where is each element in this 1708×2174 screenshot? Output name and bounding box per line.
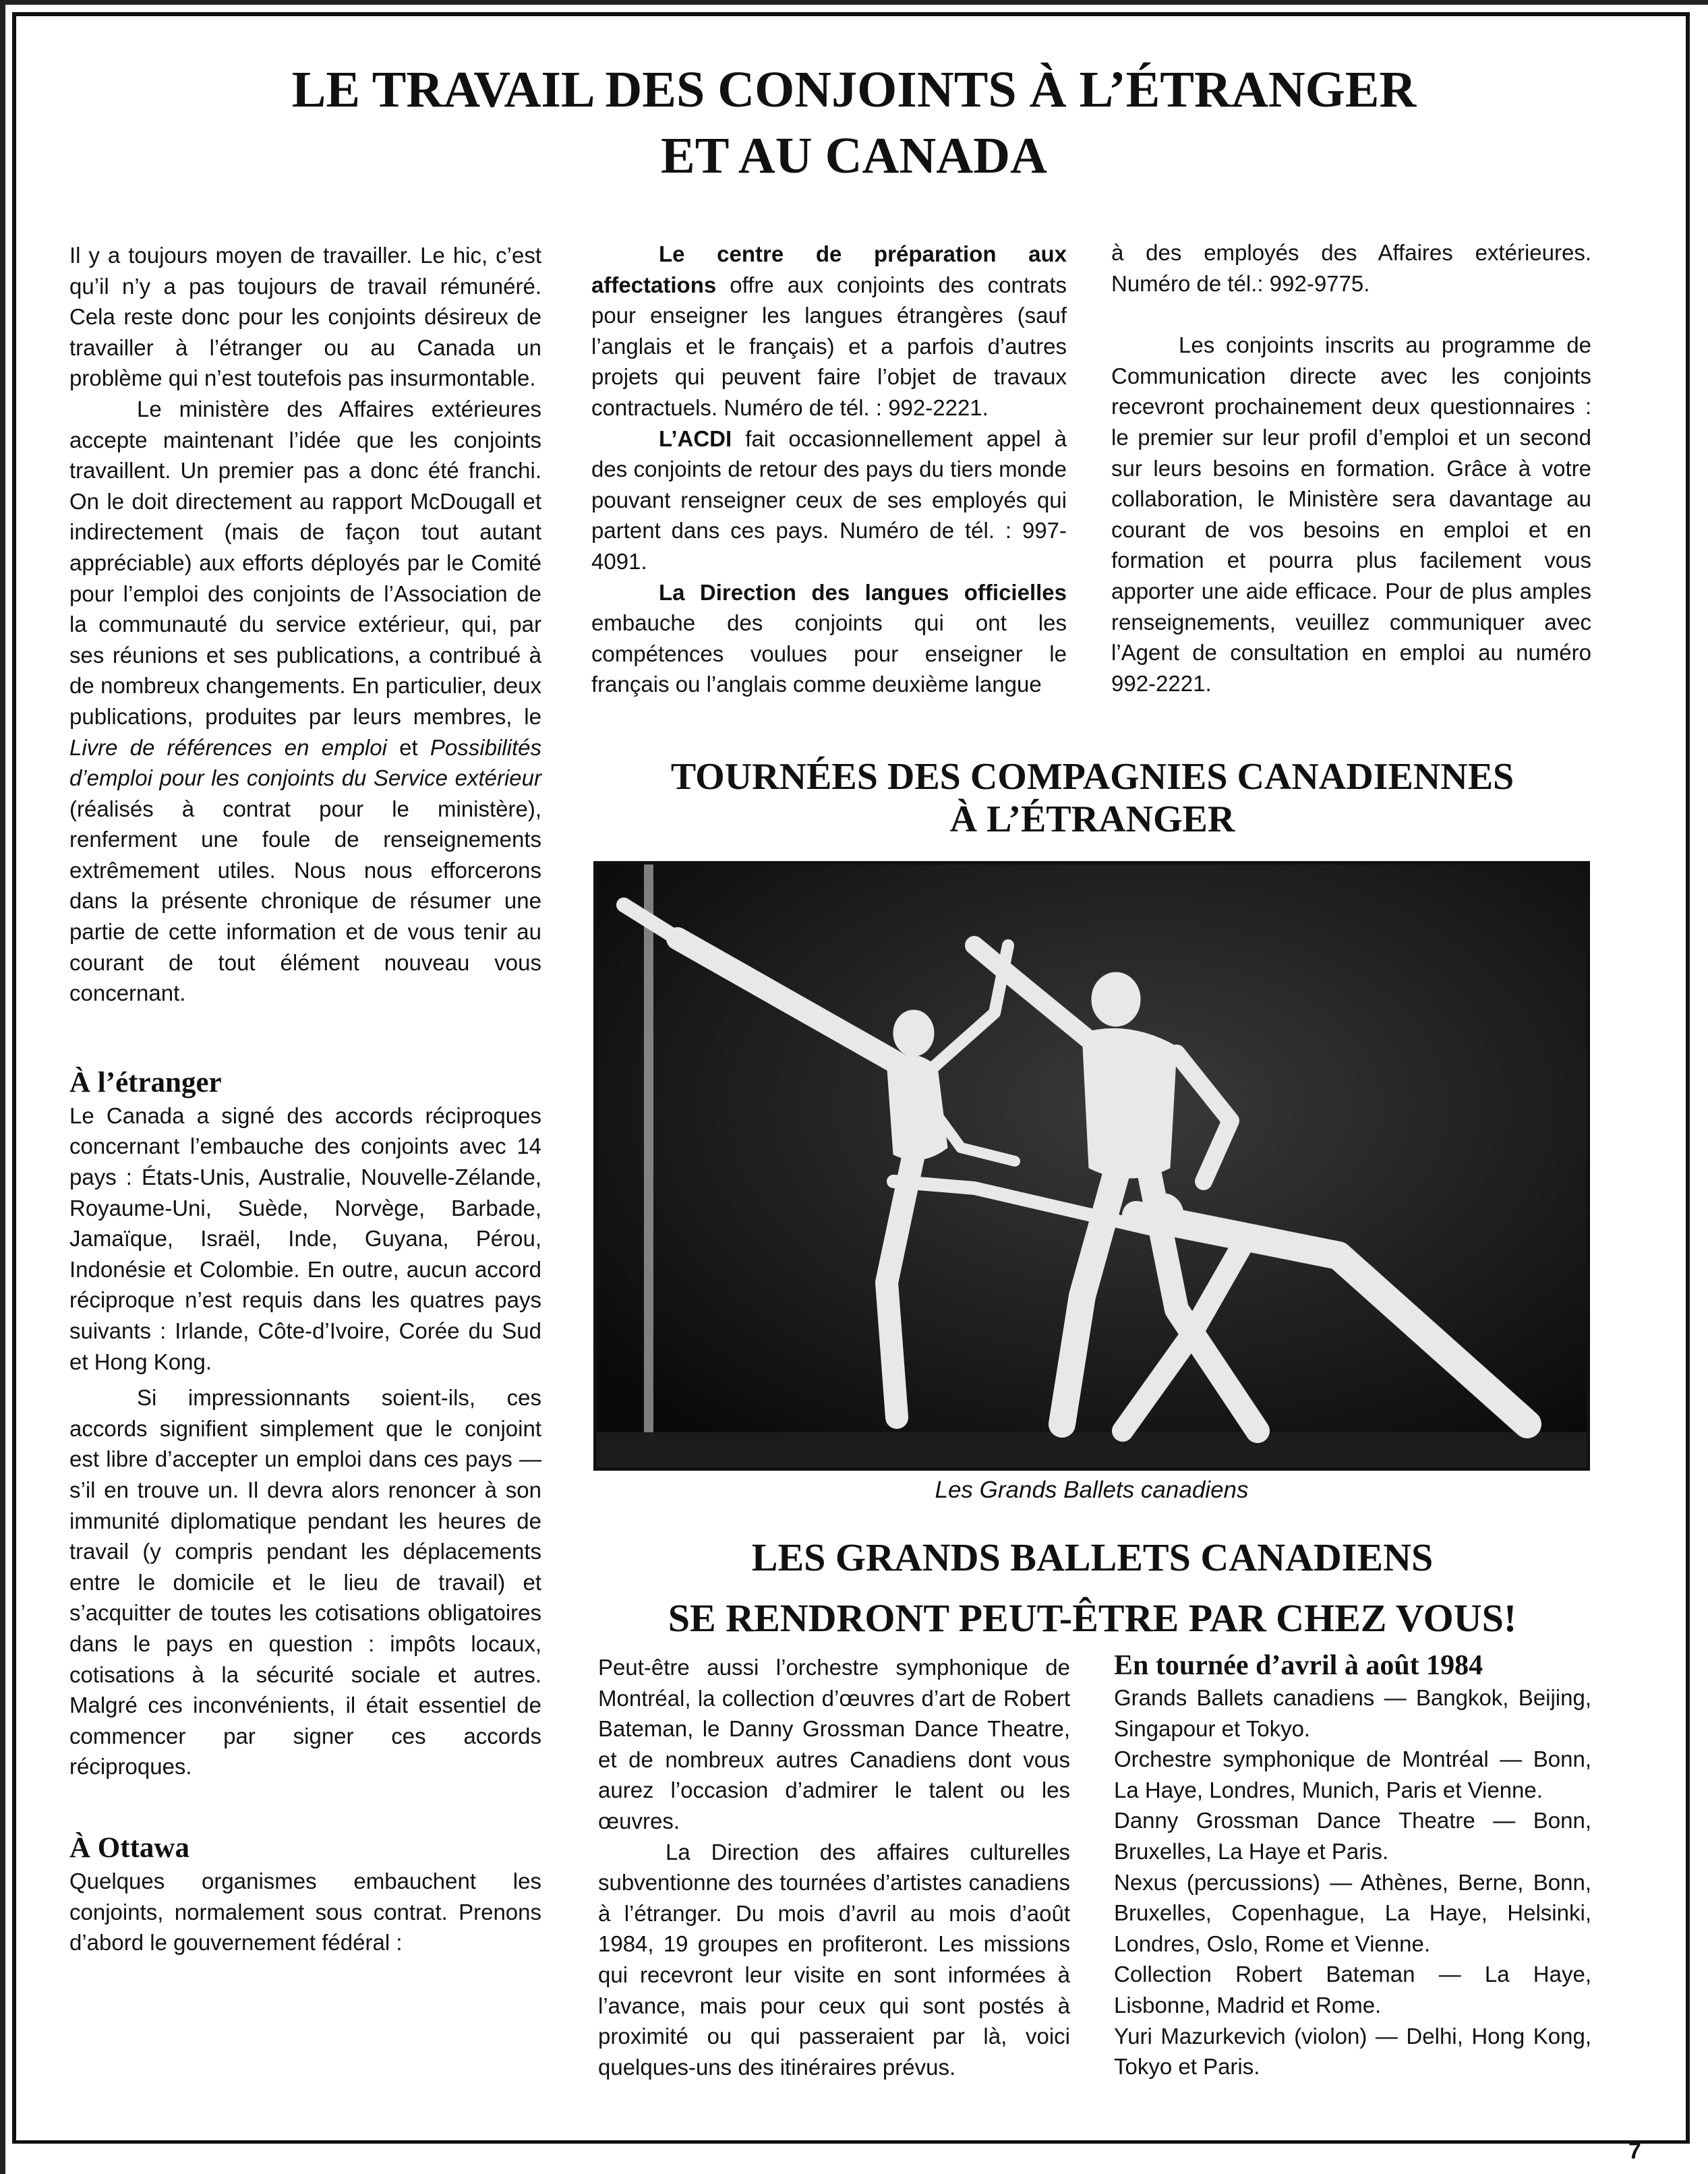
- abroad-paragraph-1: Le Canada a signé des accords réciproques concernant l’embauche des conjoints avec 14 pays : États-Unis, Australie, Nouvelle-Zélande, Royaume-Uni, Suède, Norvège, Barbade, Jamaïque, Israël, Inde, Guyana, Pérou, Indonésie et Colombie. En outre, aucun accord réciproque n’est requis dans les quatres pays suivants : Irlande, Côte-d’Ivoire, Corée du Sud et Hong Kong.: [69, 1103, 541, 1374]
- article-column-middle: [591, 239, 1067, 700]
- main-headline: [0, 57, 1708, 189]
- acdi-label: L’ACDI: [659, 425, 732, 451]
- intro-paragraph: Il y a toujours moyen de travailler. Le hic, c’est qu’il n’y a pas toujours de travail rémunéré. Cela reste donc pour les conjoints désireux de travailler à l’étranger ou au Canada un problème qui n’est toutefois pas insurmontable.: [69, 243, 541, 391]
- itinerary-item: Nexus (percussions) — Athènes, Berne, Bonn, Bruxelles, Copenhague, La Haye, Helsinki, Londres, Oslo, Rome et Vienne.: [1114, 1869, 1591, 1956]
- page-number: 7: [1628, 2138, 1641, 2164]
- cpa-text: offre aux conjoints des contrats pour enseigner les langues étrangères (sauf l’anglais et le français) et a parfois d’autres projets qui peuvent faire l’objet de travaux contractuels. Numéro de tél. : 992-2221.: [591, 272, 1067, 420]
- dlo-text: embauche des conjoints qui ont les compétences voulues pour enseigner le français ou l’anglais comme deuxième langue: [591, 610, 1067, 697]
- publication-title-2: Possibilités d’emploi pour les conjoints du Service extérieur: [69, 734, 541, 791]
- ballets-title-line-1: LES GRANDS BALLETS CANADIENS: [751, 1535, 1434, 1579]
- article-column-left: [69, 240, 541, 1958]
- itinerary-item: Orchestre symphonique de Montréal — Bonn, La Haye, Londres, Munich, Paris et Vienne.: [1114, 1746, 1591, 1802]
- ministry-text-b: (réalisés à contrat pour le ministère), renferment une foule de renseignements extrêmement utiles. Nous nous efforcerons dans la présente chronique de résumer une partie de cette information et de vous tenir au courant de tout élément nouveau vous concernant.: [69, 796, 541, 1006]
- ballets-paragraph-1: Peut-être aussi l’orchestre symphonique de Montréal, la collection d’œuvres d’art de Robert Bateman, le Danny Grossman Dance Theatre, et de nombreux autres Canadiens dont vous aurez l’occasion d’admirer le talent ou les œuvres.: [598, 1655, 1070, 1833]
- main-headline-line-1: LE TRAVAIL DES CONJOINTS À L’ÉTRANGER: [291, 61, 1417, 118]
- dlo-paragraph: [591, 577, 1067, 700]
- tour-itinerary-column: [1114, 1649, 1591, 2082]
- scan-edge-top: [0, 0, 1708, 5]
- main-headline-line-2: ET AU CANADA: [661, 127, 1047, 184]
- photo-caption: Les Grands Ballets canadiens: [935, 1477, 1249, 1503]
- cpa-paragraph: [591, 239, 1067, 423]
- ballets-column-left: [598, 1652, 1070, 2082]
- ballet-dancers-illustration: [597, 864, 1587, 1467]
- abroad-paragraph-2: Si impressionnants soient-ils, ces accords signifient simplement que le conjoint est libre d’accepter un emploi dans ces pays — s’il en trouve un. Il devra alors renoncer à son immunité diplomatique pendant les heures de travail (y compris pendant les déplacements entre le domicile et le lieu de travail) et s’acquitter de toutes les cotisations obligatoires dans le pays en question : impôts locaux, cotisations à la sécurité sociale et autres. Malgré ces inconvénients, il était essentiel de commencer par signer ces accords réciproques.: [69, 1385, 541, 1780]
- tours-title: [587, 756, 1598, 841]
- itinerary-item: Grands Ballets canadiens — Bangkok, Beijing, Singapour et Tokyo.: [1114, 1685, 1591, 1741]
- cpa-label: Le centre de préparation aux affectations: [591, 241, 1067, 297]
- ballet-photo: [593, 861, 1590, 1471]
- tours-title-line-2: À L’ÉTRANGER: [949, 798, 1235, 840]
- article-column-right: [1111, 237, 1591, 699]
- ministry-paragraph: [69, 394, 541, 1009]
- ministry-and: et: [399, 734, 418, 760]
- dlo-continuation: à des employés des Affaires extérieures. Numéro de tél.: 992-9775.: [1111, 240, 1591, 296]
- ballets-title: [587, 1527, 1598, 1649]
- tours-title-line-1: TOURNÉES DES COMPAGNIES CANADIENNES: [670, 756, 1514, 798]
- itinerary-item: Yuri Mazurkevich (violon) — Delhi, Hong Kong, Tokyo et Paris.: [1114, 2023, 1591, 2080]
- ballets-title-line-2: SE RENDRONT PEUT-ÊTRE PAR CHEZ VOUS!: [668, 1596, 1517, 1640]
- ministry-text-a: Le ministère des Affaires extérieures accepte maintenant l’idée que les conjoints travaillent. Un premier pas a donc été franchi. On le doit directement au rapport McDougall et indirectement (mais de façon tout autant appréciable) aux efforts déployés par le Comité pour l’emploi des conjoints de l’Association de la communauté du service extérieur, qui, par ses réunions et ses publications, a contribué à de nombreux changements. En particulier, deux publications, produites par leurs membres, le: [69, 396, 541, 729]
- acdi-text: fait occasionnellement appel à des conjoints de retour des pays du tiers monde pouvant renseigner ceux de ses employés qui partent dans ces pays. Numéro de tél. : 997-4091.: [591, 425, 1067, 574]
- ottawa-paragraph: Quelques organismes embauchent les conjoints, normalement sous contrat. Prenons d’abord le gouvernement fédéral :: [69, 1868, 541, 1956]
- acdi-paragraph: [591, 423, 1067, 577]
- itinerary-item: Danny Grossman Dance Theatre — Bonn, Bruxelles, La Haye et Paris.: [1114, 1808, 1591, 1864]
- itinerary-item: Collection Robert Bateman — La Haye, Lisbonne, Madrid et Rome.: [1114, 1962, 1591, 2018]
- ballets-paragraph-2: La Direction des affaires culturelles subventionne des tournées d’artistes canadiens à l’étranger. Du mois d’avril au mois d’août 1984, 19 groupes en profiteront. Les missions qui recevront leur visite en sont informées à l’avance, mais pour ceux qui sont postés à proximité ou qui passeraient par là, voici quelques-uns des itinéraires prévus.: [598, 1839, 1070, 2080]
- dlo-label: La Direction des langues officielles: [659, 579, 1067, 605]
- ottawa-heading: À Ottawa: [69, 1831, 189, 1864]
- direct-communication-paragraph: Les conjoints inscrits au programme de Communication directe avec les conjoints recevront prochainement deux questionnaires : le premier sur leur profil d’emploi et un second sur leurs besoins en formation. Grâce à votre collaboration, le Ministère sera davantage au courant de vos besoins en emploi et en formation et pourra plus facilement vous apporter une aide efficace. Pour de plus amples renseignements, veuillez communiquer avec l’Agent de consultation en emploi au numéro 992-2221.: [1111, 332, 1591, 696]
- tour-itinerary-heading: En tournée d’avril à août 1984: [1114, 1650, 1483, 1681]
- abroad-heading: À l’étranger: [69, 1066, 222, 1098]
- scan-edge-left: [0, 0, 5, 2174]
- publication-title-1: Livre de références en emploi: [69, 734, 387, 760]
